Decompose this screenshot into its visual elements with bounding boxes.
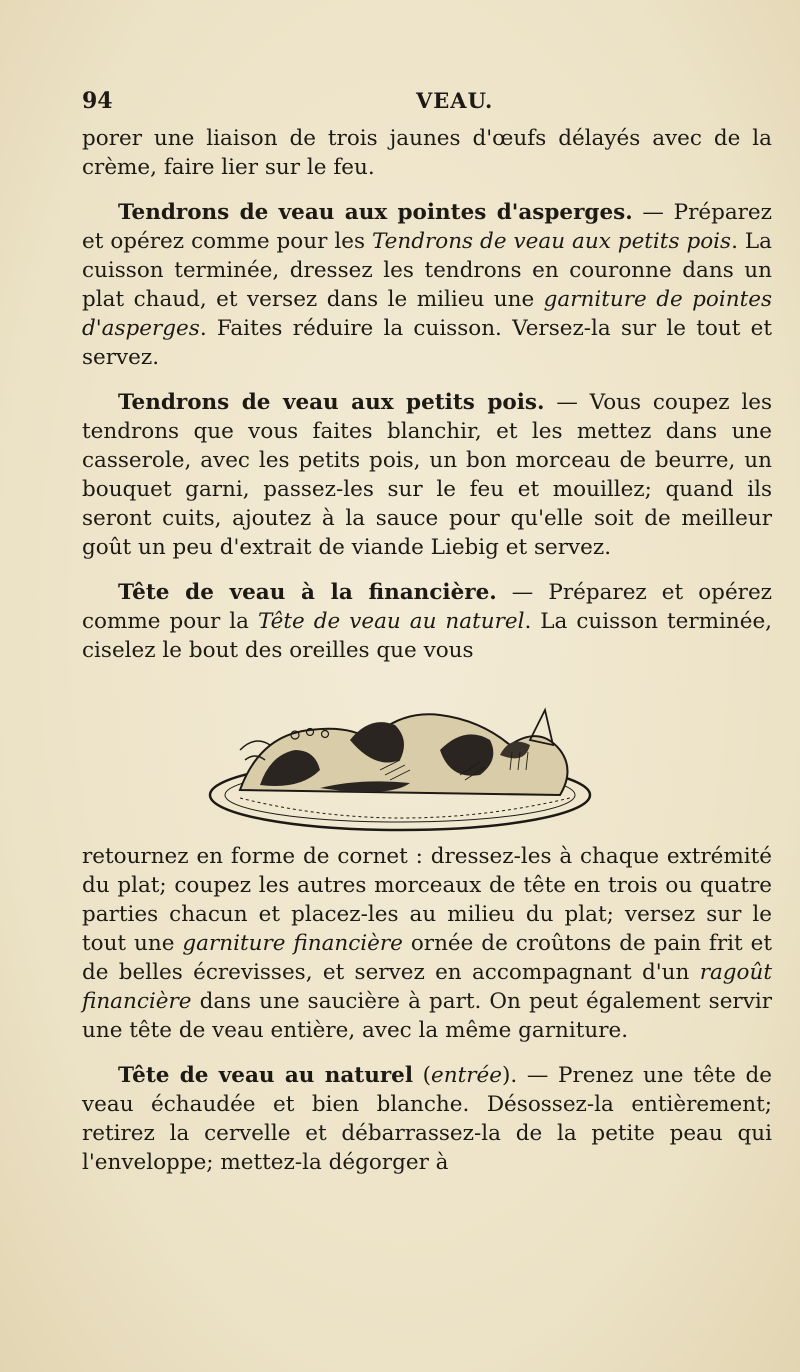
recipe-heading: Tête de veau au naturel [118,1063,413,1088]
text-block-bottom [82,842,772,1177]
recipe-reference: Tête de veau au naturel [258,609,525,634]
recipe-tendrons-petits-pois: Tendrons de veau aux petits pois. — Vous coupez les tendrons que vous faites blanchir, et les mettez dans une casserole, avec les petits pois, un bon morceau de beurre, un bouquet garni, passez-les sur le feu et mouillez; quand ils seront cuits, ajoutez à la sauce pour qu'elle soit de meilleur goût un peu d'extrait de viande Liebig et servez. [82,390,772,560]
calf-head-platter-engraving-icon [200,700,600,835]
text-block-top [82,124,772,665]
recipe-tendrons-asperges: Tendrons de veau aux pointes d'asperges. — Préparez et opérez comme pour les Tendrons de veau aux petits pois. La cuisson terminée, dressez les tendrons en couronne dans un plat chaud, et versez dans le milieu une garniture de pointes d'asperges. Faites réduire la cuisson. Versez-la sur le tout et servez. [82,200,772,370]
running-title: VEAU. [416,88,494,113]
page-header [82,88,772,118]
recipe-heading: Tendrons de veau aux petits pois. [118,390,545,415]
recipe-category: entrée [431,1063,502,1088]
recipe-heading: Tendrons de veau aux pointes d'asperges. [118,200,633,225]
recipe-reference: garniture financière [182,931,403,956]
recipe-reference: ragoût financière [82,960,772,1014]
recipe-reference: garniture de pointes d'asperges [82,287,772,341]
paragraph-continuation: retournez en forme de cornet : dressez-les à chaque extrémité du plat; coupez les autres morceaux de tête en trois ou quatre parties chacun et placez-les au milieu du plat; versez sur le tout une garniture financière ornée de croûtons de pain frit et de belles écrevisses, et servez en accompagnant d'un ragoût financière dans une saucière à part. On peut également servir une tête de veau entière, avec la même garniture. [82,844,772,1043]
recipe-tete-naturel: Tête de veau au naturel (entrée). — Prenez une tête de veau échaudée et bien blanche. Désossez-la entièrement; retirez la cervelle et débarrassez-la de la petite peau qui l'enveloppe; mettez-la dégorger à [82,1063,772,1175]
recipe-tete-financiere: Tête de veau à la financière. — Préparez et opérez comme pour la Tête de veau au naturel. La cuisson terminée, ciselez le bout des oreilles que vous [82,580,773,663]
paragraph-continuation: porer une liaison de trois jaunes d'œufs délayés avec de la crème, faire lier sur le feu. [82,126,772,180]
recipe-heading: Tête de veau à la financière. [118,580,497,605]
recipe-reference: Tendrons de veau aux petits pois [371,229,732,254]
page-number: 94 [82,88,113,114]
